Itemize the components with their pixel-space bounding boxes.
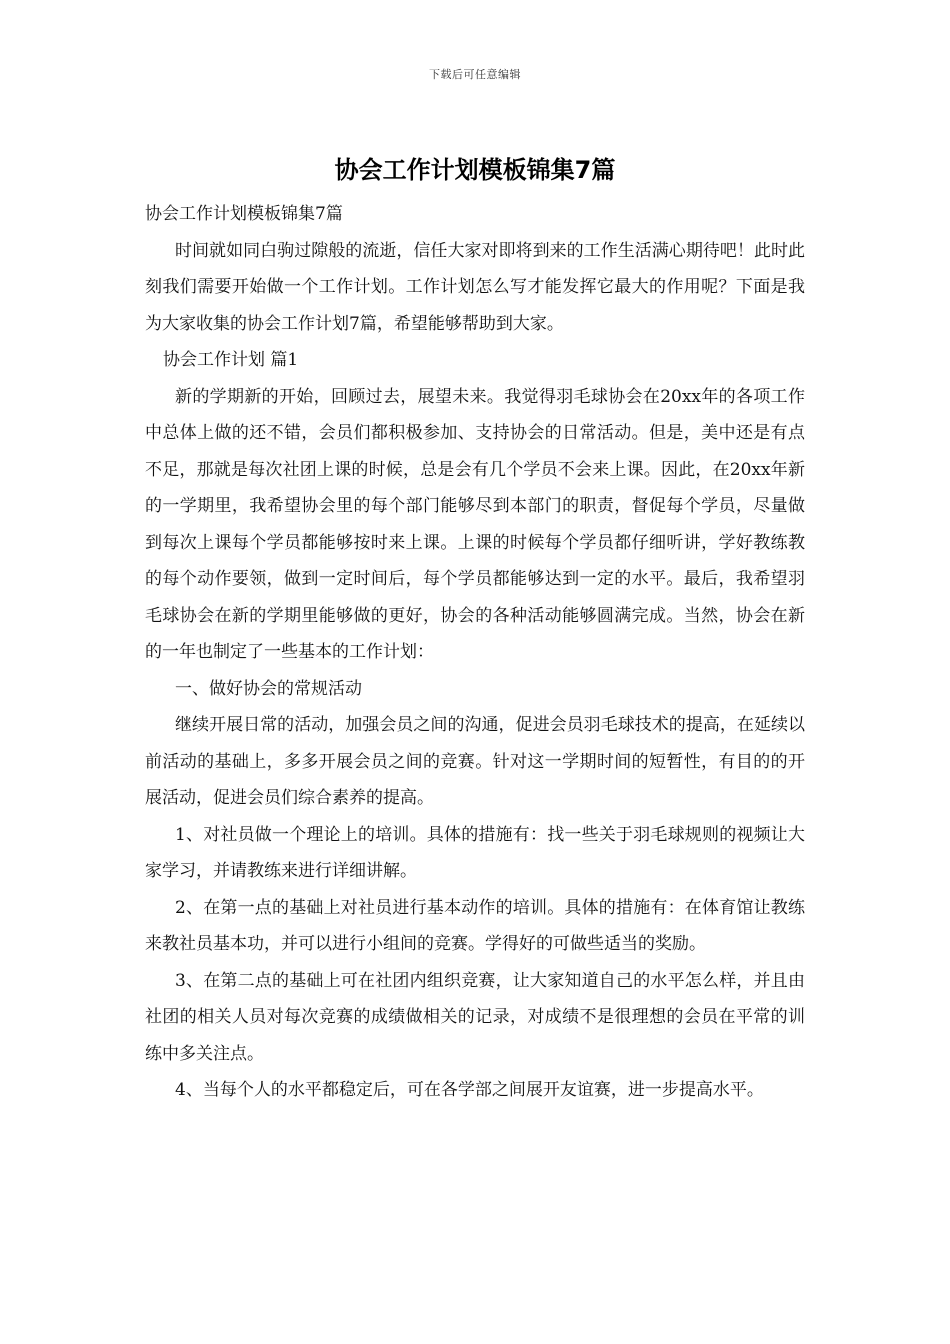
document-body [145, 196, 805, 1109]
intro-paragraph: 时间就如同白驹过隙般的流逝，信任大家对即将到来的工作生活满心期待吧！此时此刻我们需要开始做一个工作计划。工作计划怎么写才能发挥它最大的作用呢？下面是我为大家收集的协会工作计划7篇，希望能够帮助到大家。 [145, 240, 805, 334]
body-paragraph: 新的学期新的开始，回顾过去，展望未来。我觉得羽毛球协会在20xx年的各项工作中总体上做的还不错，会员们都积极参加、支持协会的日常活动。但是，美中还是有点不足，那就是每次社团上课的时候，总是会有几个学员不会来上课。因此，在20xx年新的一学期里，我希望协会里的每个部门能够尽到本部门的职责，督促每个学员，尽量做到每次上课每个学员都能够按时来上课。上课的时候每个学员都仔细听讲，学好教练教的每个动作要领，做到一定时间后，每个学员都能够达到一定的水平。最后，我希望羽毛球协会在新的学期里能够做的更好，协会的各种活动能够圆满完成。当然，协会在新的一年也制定了一些基本的工作计划： [145, 386, 805, 662]
subsection-heading: 一、做好协会的常规活动 [175, 678, 362, 699]
document-subtitle: 协会工作计划模板锦集7篇 [145, 204, 343, 224]
body-paragraph: 继续开展日常的活动，加强会员之间的沟通，促进会员羽毛球技术的提高，在延续以前活动的基础上，多多开展会员之间的竞赛。针对这一学期时间的短暂性，有目的的开展活动，促进会员们综合素养的提高。 [145, 715, 805, 808]
list-item: 4、当每个人的水平都稳定后，可在各学部之间展开友谊赛，进一步提高水平。 [175, 1080, 764, 1100]
page-title: 协会工作计划模板锦集7篇 [334, 156, 616, 184]
list-item: 2、在第一点的基础上对社员进行基本动作的培训。具体的措施有：在体育馆让教练来教社员基本功，并可以进行小组间的竞赛。学得好的可做些适当的奖励。 [145, 897, 805, 954]
list-item: 3、在第二点的基础上可在社团内组织竞赛，让大家知道自己的水平怎么样，并且由社团的相关人员对每次竞赛的成绩做相关的记录，对成绩不是很理想的会员在平常的训练中多关注点。 [145, 970, 805, 1064]
header-note: 下载后可任意编辑 [429, 68, 521, 81]
list-item: 1、对社员做一个理论上的培训。具体的措施有：找一些关于羽毛球规则的视频让大家学习，并请教练来进行详细讲解。 [145, 824, 805, 881]
section-heading: 协会工作计划 篇1 [163, 350, 299, 370]
